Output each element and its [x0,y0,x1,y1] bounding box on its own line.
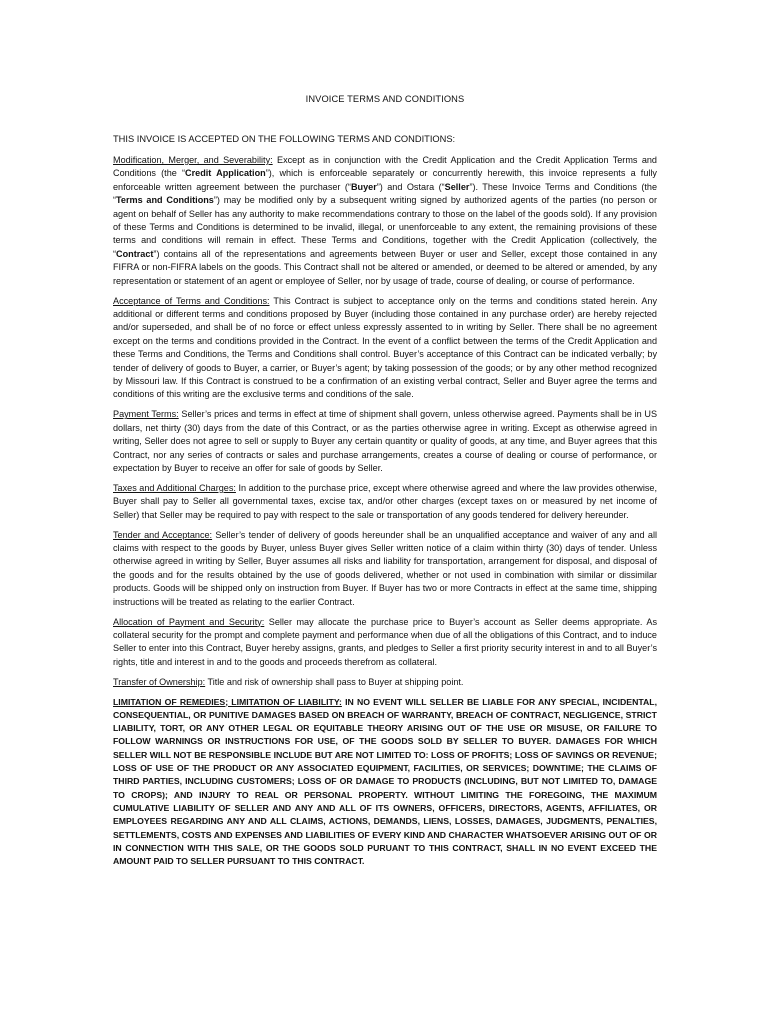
section-text: Seller’s prices and terms in effect at time of shipment shall govern, unless otherwise agreed. Payments shall be in US dollars, net thirty (30) days from the date of this Contract, or as the parties otherwise agree in writing. Except as otherwise agreed in writing, Seller does not agree to sell or supply to Buyer any certain quantity or quality of goods, at any time, and Buyer agrees that this Contract, nor any series of contracts or sales and purchase arrangements, creates a course of dealing or course of performance, or expectation by Buyer to receive an offer for sale of goods by Seller. [113,409,658,473]
defined-term: Buyer [350,181,377,192]
document-intro: THIS INVOICE IS ACCEPTED ON THE FOLLOWING TERMS AND CONDITIONS: [113,134,456,144]
section-text: Seller’s tender of delivery of goods hereunder shall be an unqualified acceptance and waiver of any and all claims with respect to the goods by Buyer, unless Buyer gives Seller written notice of a claim within thirty (30) days of tender. Unless otherwise agreed in writing by Seller, Buyer assumes all risks and liability for transportation, arrangement for disposal, and disposal of the goods and for the results obtained by the use of goods delivered, whether or not used in combination with similar or dissimilar products. Goods will be shipped only on instruction from Buyer. If Buyer has two or more Contracts in effect at the same time, shipping instructions will be treated as relating to the earlier Contract. [113,529,657,607]
section-text: ”). These Invoice Terms and Conditions (the “ [113,181,657,206]
section-tender [113,529,657,609]
section-text: This Contract is subject to acceptance only on the terms and conditions stated herein. Any additional or different terms and conditions proposed by Buyer (including those contained in any purchase order) are hereby rejected and/or superseded, and shall be of no force or effect unless expressly assented to in writing by Seller. There shall be no agreement except on the terms and conditions provided in the Contract. In the event of a conflict between the terms of the Credit Application and these Terms and Conditions, the Terms and Conditions shall control. Buyer’s acceptance of this Contract can be indicated verbally; by tender of delivery of goods to Buyer, a carrier, or Buyer’s agent; by taking possession of the goods; or by any other method recognized by Missouri law. If this Contract is construed to be a confirmation of an existing verbal contract, Seller and Buyer agree the terms and conditions of this writing are the exclusive terms and conditions of the sale. [113,295,657,400]
section-heading: Acceptance of Terms and Conditions: [113,295,270,306]
section-text: Title and risk of ownership shall pass to Buyer at shipping point. [205,676,464,687]
defined-term: Contract [116,248,154,259]
section-heading: Allocation of Payment and Security: [113,616,265,627]
section-acceptance [113,295,657,402]
defined-term: Credit Application [185,168,266,179]
section-heading: LIMITATION OF REMEDIES; LIMITATION OF LIABILITY: [113,696,342,707]
document-title: INVOICE TERMS AND CONDITIONS [305,94,465,104]
section-heading: Taxes and Additional Charges: [113,482,236,493]
defined-term: Seller [444,181,470,192]
section-taxes [113,482,657,522]
section-allocation [113,616,657,670]
section-text: In addition to the purchase price, except where otherwise agreed and where the law provides otherwise, Buyer shall pay to Seller all governmental taxes, excise tax, and/or other charges (except taxes on or measured by net income of Seller) that Seller may be required to pay with respect to the sale or transportation of any goods tendered for delivery hereunder. [113,482,657,520]
section-ownership [113,676,657,689]
section-heading: Modification, Merger, and Severability: [113,155,273,165]
defined-term: Terms and Conditions [116,195,214,206]
section-text: ”) contains all of the representations and agreements between Buyer or user and Seller, except those contained in any FIFRA or non-FIFRA labels on the goods. This Contract shall not be altered or amended, or deemed to be altered or amended, by any representation or statement of an agent or employee of Seller, nor by usage of trade, course of dealing, or course of performance. [113,248,657,286]
section-limitation [113,696,657,869]
section-text: Except as in conjunction with the Credit Application and the Credit Application Terms and Conditions (the “ [113,155,657,179]
section-heading: Payment Terms: [113,409,179,420]
section-text: ”) may be modified only by a subsequent writing signed by authorized agents of the parties (no person or agent on behalf of Seller has any authority to make recommendations contrary to those on the label of the goods sold). If any provision of these Terms and Conditions is determined to be invalid, illegal, or unenforceable to any extent, the remaining provisions of these terms and conditions will remain in effect. These Terms and Conditions, together with the Credit Application (collectively, the “ [113,195,657,259]
section-payment [113,408,657,475]
section-text: Seller may allocate the purchase price to Buyer’s account as Seller deems appropriate. As collateral security for the prompt and complete payment and performance when due of all the obligations of this Contract, and to induce Seller to enter into this Contract, Buyer hereby assigns, grants, and pledges to Seller a first priority security interest in and to all Buyer’s rights, title and interest in and to the goods and proceeds therefrom as collateral. [113,616,657,667]
section-text: ”), which is enforceable separately or concurrently herewith, this invoice represents a fully enforceable written agreement between the purchaser (“ [113,168,657,192]
section-heading: Tender and Acceptance: [113,529,213,540]
section-heading: Transfer of Ownership: [113,676,206,687]
section-text: ”) and Ostara (“ [376,181,445,192]
section-modification [113,154,657,288]
section-text: IN NO EVENT WILL SELLER BE LIABLE FOR ANY SPECIAL, INCIDENTAL, CONSEQUENTIAL, OR PUNITIVE DAMAGES BASED ON BREACH OF WARRANTY, BREACH OF CONTRACT, NEGLIGENCE, STRICT LIABILITY, TORT, OR ANY OTHER LEGAL OR EQUITABLE THEORY ARISING OUT OF THE USE OR MISUSE, OR FAILURE TO FOLLOW WARNINGS OR INSTRUCTIONS FOR USE, OF THE GOODS SOLD BY SELLER TO BUYER. DAMAGES FOR WHICH SELLER WILL NOT BE RESPONSIBLE INCLUDE BUT ARE NOT LIMITED TO: LOSS OF PROFITS; LOSS OF SAVINGS OR REVENUE; LOSS OF USE OF THE PRODUCT OR ANY ASSOCIATED EQUIPMENT, FACILITIES, OR SERVICES; DOWNTIME; THE CLAIMS OF THIRD PARTIES, INCLUDING CUSTOMERS; LOSS OF OR DAMAGE TO PRODUCTS (INCLUDING, BUT NOT LIMITED TO, DAMAGE TO CROPS); AND INJURY TO REAL OR PERSONAL PROPERTY. WITHOUT LIMITING THE FOREGOING, THE MAXIMUM CUMULATIVE LIABILITY OF SELLER AND ANY AND ALL OF ITS OWNERS, OFFICERS, DIRECTORS, AGENTS, AFFILIATES, OR EMPLOYEES REGARDING ANY AND ALL CLAIMS, ACTIONS, DEMANDS, LIENS, LOSSES, DAMAGES, JUDGMENTS, PENALTIES, SETTLEMENTS, COSTS AND EXPENSES AND LIABILITIES OF EVERY KIND AND CHARACTER WHATSOEVER ARISING OUT OF OR IN CONNECTION WITH THIS SALE, OR THE GOODS SOLD PURUANT TO THIS CONTRACT, SHALL IN NO EVENT EXCEED THE AMOUNT PAID TO SELLER PURSUANT TO THIS CONTRACT. [113,696,657,867]
